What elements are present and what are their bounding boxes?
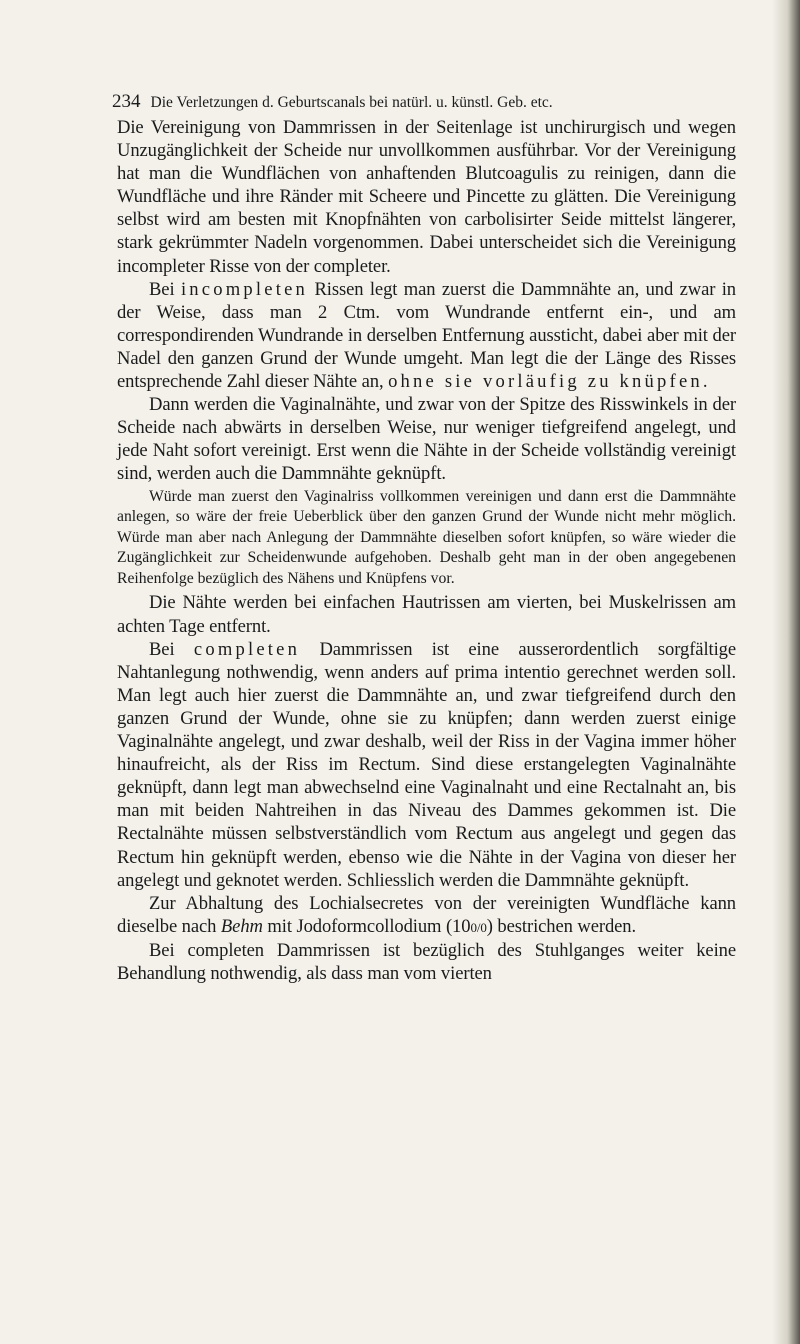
text-run: mit Jodoformcollodium (10 bbox=[262, 915, 471, 937]
paragraph bbox=[117, 638, 736, 892]
page-number: 234 bbox=[112, 91, 141, 112]
spaced-emphasis: incompleten bbox=[180, 278, 309, 300]
running-title: Die Verletzungen d. Geburtscanals bei natürl. u. künstl. Geb. etc. bbox=[150, 94, 553, 111]
paragraph: Dann werden die Vaginalnähte, und zwar von der Spitze des Risswinkels in der Scheide nach abwärts in derselben Weise, nur weniger tiefgreifend angelegt, und jede Naht sofort vereinigt. Erst wenn die Nähte in der Scheide vollständig vereinigt sind, werden auch die Dammnähte geknüpft. bbox=[117, 394, 736, 485]
text-run: Dammrissen ist eine ausserordentlich sorgfältige Nahtanlegung nothwendig, wenn anders auf prima intentio gerechnet werden soll. Man legt auch hier zuerst die Dammnähte an, und zwar tiefgreifend durch den ganzen Grund der Wunde, ohne sie zu knüpfen; dann werden zuerst einige Vaginalnähte angelegt, und zwar deshalb, weil der Riss in der Vagina immer höher hinaufreicht, als der Riss im Rectum. Sind diese erstangelegten Vaginalnähte geknüpft, dann legt man abwechselnd eine Vaginalnaht und eine Rectalnaht an, bis man mit beiden Nahtreihen in das Niveau des Dammes gekommen ist. Die Rectalnähte müssen selbstverständlich vom Rectum aus angelegt und gegen das Rectum hin geknüpft werden, ebenso wie die Nähte in der Vagina von dieser her angelegt und geknotet werden. Schliesslich werden die Dammnähte geknüpft. bbox=[117, 638, 736, 891]
percent-sign: 0/0 bbox=[470, 919, 487, 935]
text-run: Rissen legt man zuerst die Dammnähte an, und zwar in der Weise, dass man 2 Ctm. vom Wundrande entfernt ein-, und am correspondirenden Wundrande in derselben Entfernung aussticht, dabei aber mit der Nadel den ganzen Grund der Wunde umgeht. Man legt die der Länge des Risses entsprechende Zahl dieser Nähte an, bbox=[117, 278, 736, 393]
text-run: Bei bbox=[149, 638, 194, 660]
page-body bbox=[117, 116, 736, 985]
text-run: Zur Abhaltung des Lochialsecretes von der vereinigten Wundfläche kann dieselbe nach bbox=[117, 892, 736, 937]
spaced-emphasis: completen bbox=[193, 638, 301, 660]
spaced-emphasis: ohne sie vorläufig zu knüpfen. bbox=[388, 371, 711, 393]
paragraph: Bei completen Dammrissen ist bezüglich des Stuhlganges weiter keine Behandlung nothwendig, als dass man vom vierten bbox=[117, 939, 736, 984]
small-print-paragraph: Würde man zuerst den Vaginalriss vollkommen vereinigen und dann erst die Dammnähte anlegen, so wäre der freie Ueberblick über den ganzen Grund der Wunde nicht mehr möglich. Würde man aber nach Anlegung der Dammnähte dieselben sofort knüpfen, so wäre wieder die Zugänglichkeit zur Scheidenwunde aufgehoben. Deshalb geht man in der oben angegebenen Reihenfolge bezüglich des Nähens und Knüpfens vor. bbox=[117, 487, 736, 587]
paragraph: Die Nähte werden bei einfachen Hautrissen am vierten, bei Muskelrissen am achten Tage entfernt. bbox=[117, 592, 736, 637]
text-run: Bei bbox=[149, 278, 181, 300]
running-header bbox=[112, 92, 732, 113]
paragraph bbox=[117, 278, 736, 393]
page-edge-shadow bbox=[772, 0, 800, 1344]
paragraph: Die Vereinigung von Dammrissen in der Seitenlage ist unchirurgisch und wegen Unzugänglichkeit der Scheide nur unvollkommen ausführbar. Vor der Vereinigung hat man die Wundflächen von anhaftenden Blutcoagulis zu reinigen, dann die Wundfläche und ihre Ränder mit Scheere und Pincette zu glätten. Die Vereinigung selbst wird am besten mit Knopfnähten von carbolisirter Seide mittelst längerer, stark gekrümmter Nadeln vorgenommen. Dabei unterscheidet sich die Vereinigung incompleter Risse von der completer. bbox=[117, 117, 736, 277]
paragraph bbox=[117, 892, 736, 939]
text-run: ) bestrichen werden. bbox=[486, 915, 637, 937]
author-name: Behm bbox=[220, 915, 263, 937]
